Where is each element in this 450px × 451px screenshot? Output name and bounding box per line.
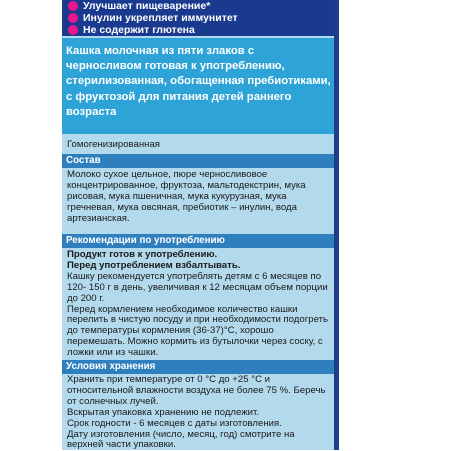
bullet-dot-icon <box>68 1 78 11</box>
storage-heading <box>62 360 334 374</box>
storage-text: Хранить при температуре от 0 °С до +25 °С и относительной влажности воздуха не более 75 %. Беречь от солнечных лучей. Вскрытая упаковка хранению не подлежит. Срок годности - 6 месяцев с даты изготовления. Дату изготовления (число, месяц, год) смотрите на верхней части упаковки. <box>67 374 326 451</box>
benefit-text: Не содержит глютена <box>83 24 195 36</box>
benefit-item <box>68 24 195 36</box>
benefit-item <box>68 12 238 24</box>
storage-text-block <box>67 375 329 451</box>
usage-heading <box>62 234 334 248</box>
composition-text-block <box>67 170 329 225</box>
product-title: Кашка молочная из пяти злаков с черносливом готовая к употреблению, стерилизованная, обогащенная пребиотиками, с фруктозой для питания детей раннего возраста <box>66 45 331 118</box>
composition-heading-text: Состав <box>66 155 101 166</box>
storage-heading-text: Условия хранения <box>66 361 156 372</box>
side-stripe <box>334 0 339 450</box>
composition-heading <box>62 154 334 168</box>
benefit-item <box>68 0 210 12</box>
usage-heading-text: Рекомендации по употреблению <box>66 235 225 246</box>
usage-ready-text: Продукт готов к употреблению. <box>67 249 218 260</box>
product-label-panel <box>62 0 334 450</box>
benefit-text: Инулин укрепляет иммунитет <box>83 12 238 24</box>
background <box>339 0 450 450</box>
benefit-text: Улучшает пищеварение* <box>83 0 211 12</box>
usage-shake-text: Перед употреблением взбалтывать. <box>67 259 241 271</box>
bullet-dot-icon <box>68 13 78 23</box>
product-subtitle: Гомогенизированная <box>67 139 160 150</box>
usage-text: Кашку рекомендуется употреблять детям с 6 месяцев по 120- 150 г в день, увеличивая к 12 месяцам объем порции до 200 г. Перед кормлением необходимое количество кашки перелить в чистую посуду и при необходимости подогреть до температуры кормления (36-37)°С, хорошо перемешать. Можно кормить из бутылочки через соску, с ложки или из чашки. <box>67 270 328 359</box>
product-title-box <box>62 38 334 134</box>
bullet-dot-icon <box>68 25 78 35</box>
composition-text: Молоко сухое цельное, пюре черносливовое концентрированное, фруктоза, мальтодекстрин, мука рисовая, мука пшеничная, мука кукурузная, мука гречневая, мука овсяная, пребиотик – инулин, вода артезианская. <box>67 169 306 224</box>
benefits-strip <box>62 0 334 36</box>
usage-text-block <box>67 250 329 359</box>
